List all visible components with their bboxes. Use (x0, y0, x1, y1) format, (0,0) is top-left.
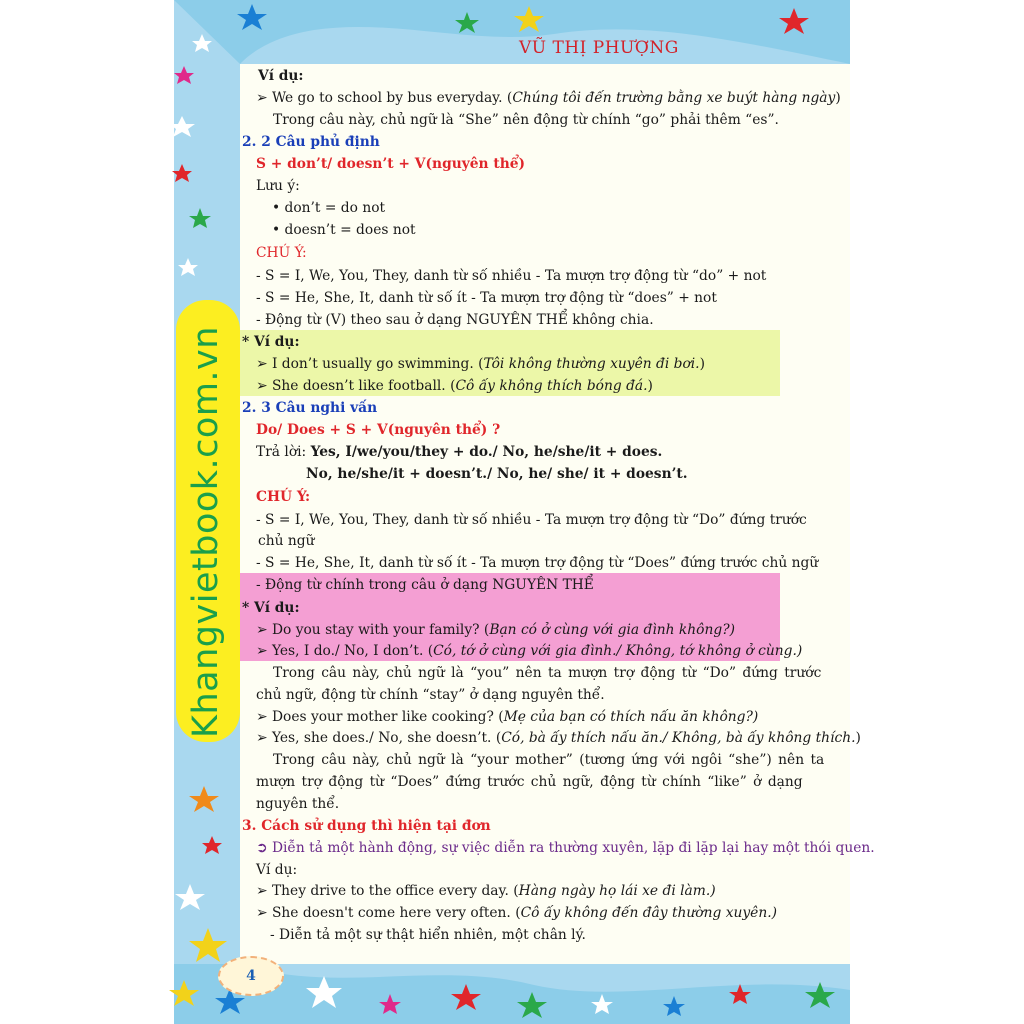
note-label: Lưu ý: (256, 178, 300, 194)
bullet-item: • doesn’t = does not (272, 222, 416, 238)
star-icon (189, 928, 227, 962)
book-page (174, 0, 875, 1024)
example-line: ➢ Do you stay with your family? (Bạn có ở cùng với gia đình không?) (256, 622, 735, 638)
example-label: Ví dụ: (258, 68, 304, 84)
example-line: ➢ Does your mother like cooking? (Mẹ của bạn có thích nấu ăn không?) (256, 709, 759, 725)
page-number: 4 (218, 956, 284, 996)
note-item: - S = I, We, You, They, danh từ số nhiều - Ta mượn trợ động từ “Do” đứng trước (256, 512, 807, 528)
example-line: ➢ She doesn't come here very often. (Cô ấy không đến đây thường xuyên.) (256, 905, 777, 921)
header-author: VŨ THỊ PHƯỢNG (519, 38, 679, 58)
star-icon (169, 116, 195, 137)
usage-item: ➲ Diễn tả một hành động, sự việc diễn ra thường xuyên, lặp đi lặp lại hay một thói quen. (256, 840, 875, 856)
bullet-item: • don’t = do not (272, 200, 386, 216)
wave-top (174, 0, 850, 64)
example-label: * Ví dụ: (242, 600, 300, 616)
example-line: ➢ Yes, I do./ No, I don’t. (Có, tớ ở cùng với gia đình./ Không, tớ không ở cùng.) (256, 643, 803, 659)
star-icon (202, 836, 222, 854)
section-heading: 2. 3 Câu nghi vấn (242, 400, 378, 416)
note-item: - Động từ (V) theo sau ở dạng NGUYÊN THỂ không chia. (256, 312, 654, 328)
formula: S + don’t/ doesn’t + V(nguyên thể) (256, 156, 526, 172)
example-label: * Ví dụ: (242, 334, 300, 350)
content-panel (240, 64, 875, 964)
star-icon (175, 884, 205, 910)
note-item: - S = I, We, You, They, danh từ số nhiều - Ta mượn trợ động từ “do” + not (256, 268, 767, 284)
explanation-line: chủ ngữ, động từ chính “stay” ở dạng nguyên thể. (256, 687, 605, 703)
answer-line: No, he/she/it + doesn’t./ No, he/ she/ it + doesn’t. (306, 466, 688, 482)
star-icon (174, 66, 194, 84)
usage-item: - Diễn tả một sự thật hiển nhiên, một chân lý. (270, 927, 586, 943)
explanation-line: mượn trợ động từ “Does” đứng trước chủ ngữ, động từ chính “like” ở dạng (256, 774, 803, 790)
watermark-text: Khangvietbook.com.vn (186, 326, 226, 738)
star-icon (172, 164, 192, 182)
explanation-line: Trong câu này, chủ ngữ là “She” nên động từ chính “go” phải thêm “es”. (273, 112, 779, 128)
star-icon (189, 208, 211, 228)
example-line: ➢ We go to school by bus everyday. (Chúng tôi đến trường bằng xe buýt hàng ngày) (256, 90, 841, 106)
formula: Do/ Does + S + V(nguyên thể) ? (256, 422, 501, 438)
explanation-line: Trong câu này, chủ ngữ là “your mother” (tương ứng với ngôi “she”) nên ta (273, 752, 825, 768)
section-heading: 2. 2 Câu phủ định (242, 134, 380, 150)
star-icon (192, 34, 212, 52)
answer-line: Trả lời: Yes, I/we/you/they + do./ No, he/she/it + does. (256, 444, 663, 460)
example-line: ➢ She doesn’t like football. (Cô ấy không thích bóng đá.) (256, 378, 653, 394)
star-icon (178, 258, 198, 276)
attention-label: CHÚ Ý: (256, 489, 311, 505)
example-line: ➢ They drive to the office every day. (Hàng ngày họ lái xe đi làm.) (256, 883, 716, 899)
example-line: ➢ Yes, she does./ No, she doesn’t. (Có, bà ấy thích nấu ăn./ Không, bà ấy không thích.) (256, 730, 861, 746)
example-label: Ví dụ: (256, 862, 298, 878)
note-item: - S = He, She, It, danh từ số ít - Ta mượn trợ động từ “does” + not (256, 290, 717, 306)
section-heading: 3. Cách sử dụng thì hiện tại đơn (242, 818, 491, 834)
note-item: - S = He, She, It, danh từ số ít - Ta mượn trợ động từ “Does” đứng trước chủ ngữ (256, 555, 819, 571)
note-item: - Động từ chính trong câu ở dạng NGUYÊN THỂ (256, 577, 594, 593)
attention-label: CHÚ Ý: (256, 245, 307, 261)
example-line: ➢ I don’t usually go swimming. (Tôi không thường xuyên đi bơi.) (256, 356, 705, 372)
explanation-line: nguyên thể. (256, 796, 340, 812)
star-icon (189, 786, 219, 812)
explanation-line: Trong câu này, chủ ngữ là “you” nên ta mượn trợ động từ “Do” đứng trước (273, 665, 822, 681)
note-item-continued: chủ ngữ (258, 533, 315, 549)
